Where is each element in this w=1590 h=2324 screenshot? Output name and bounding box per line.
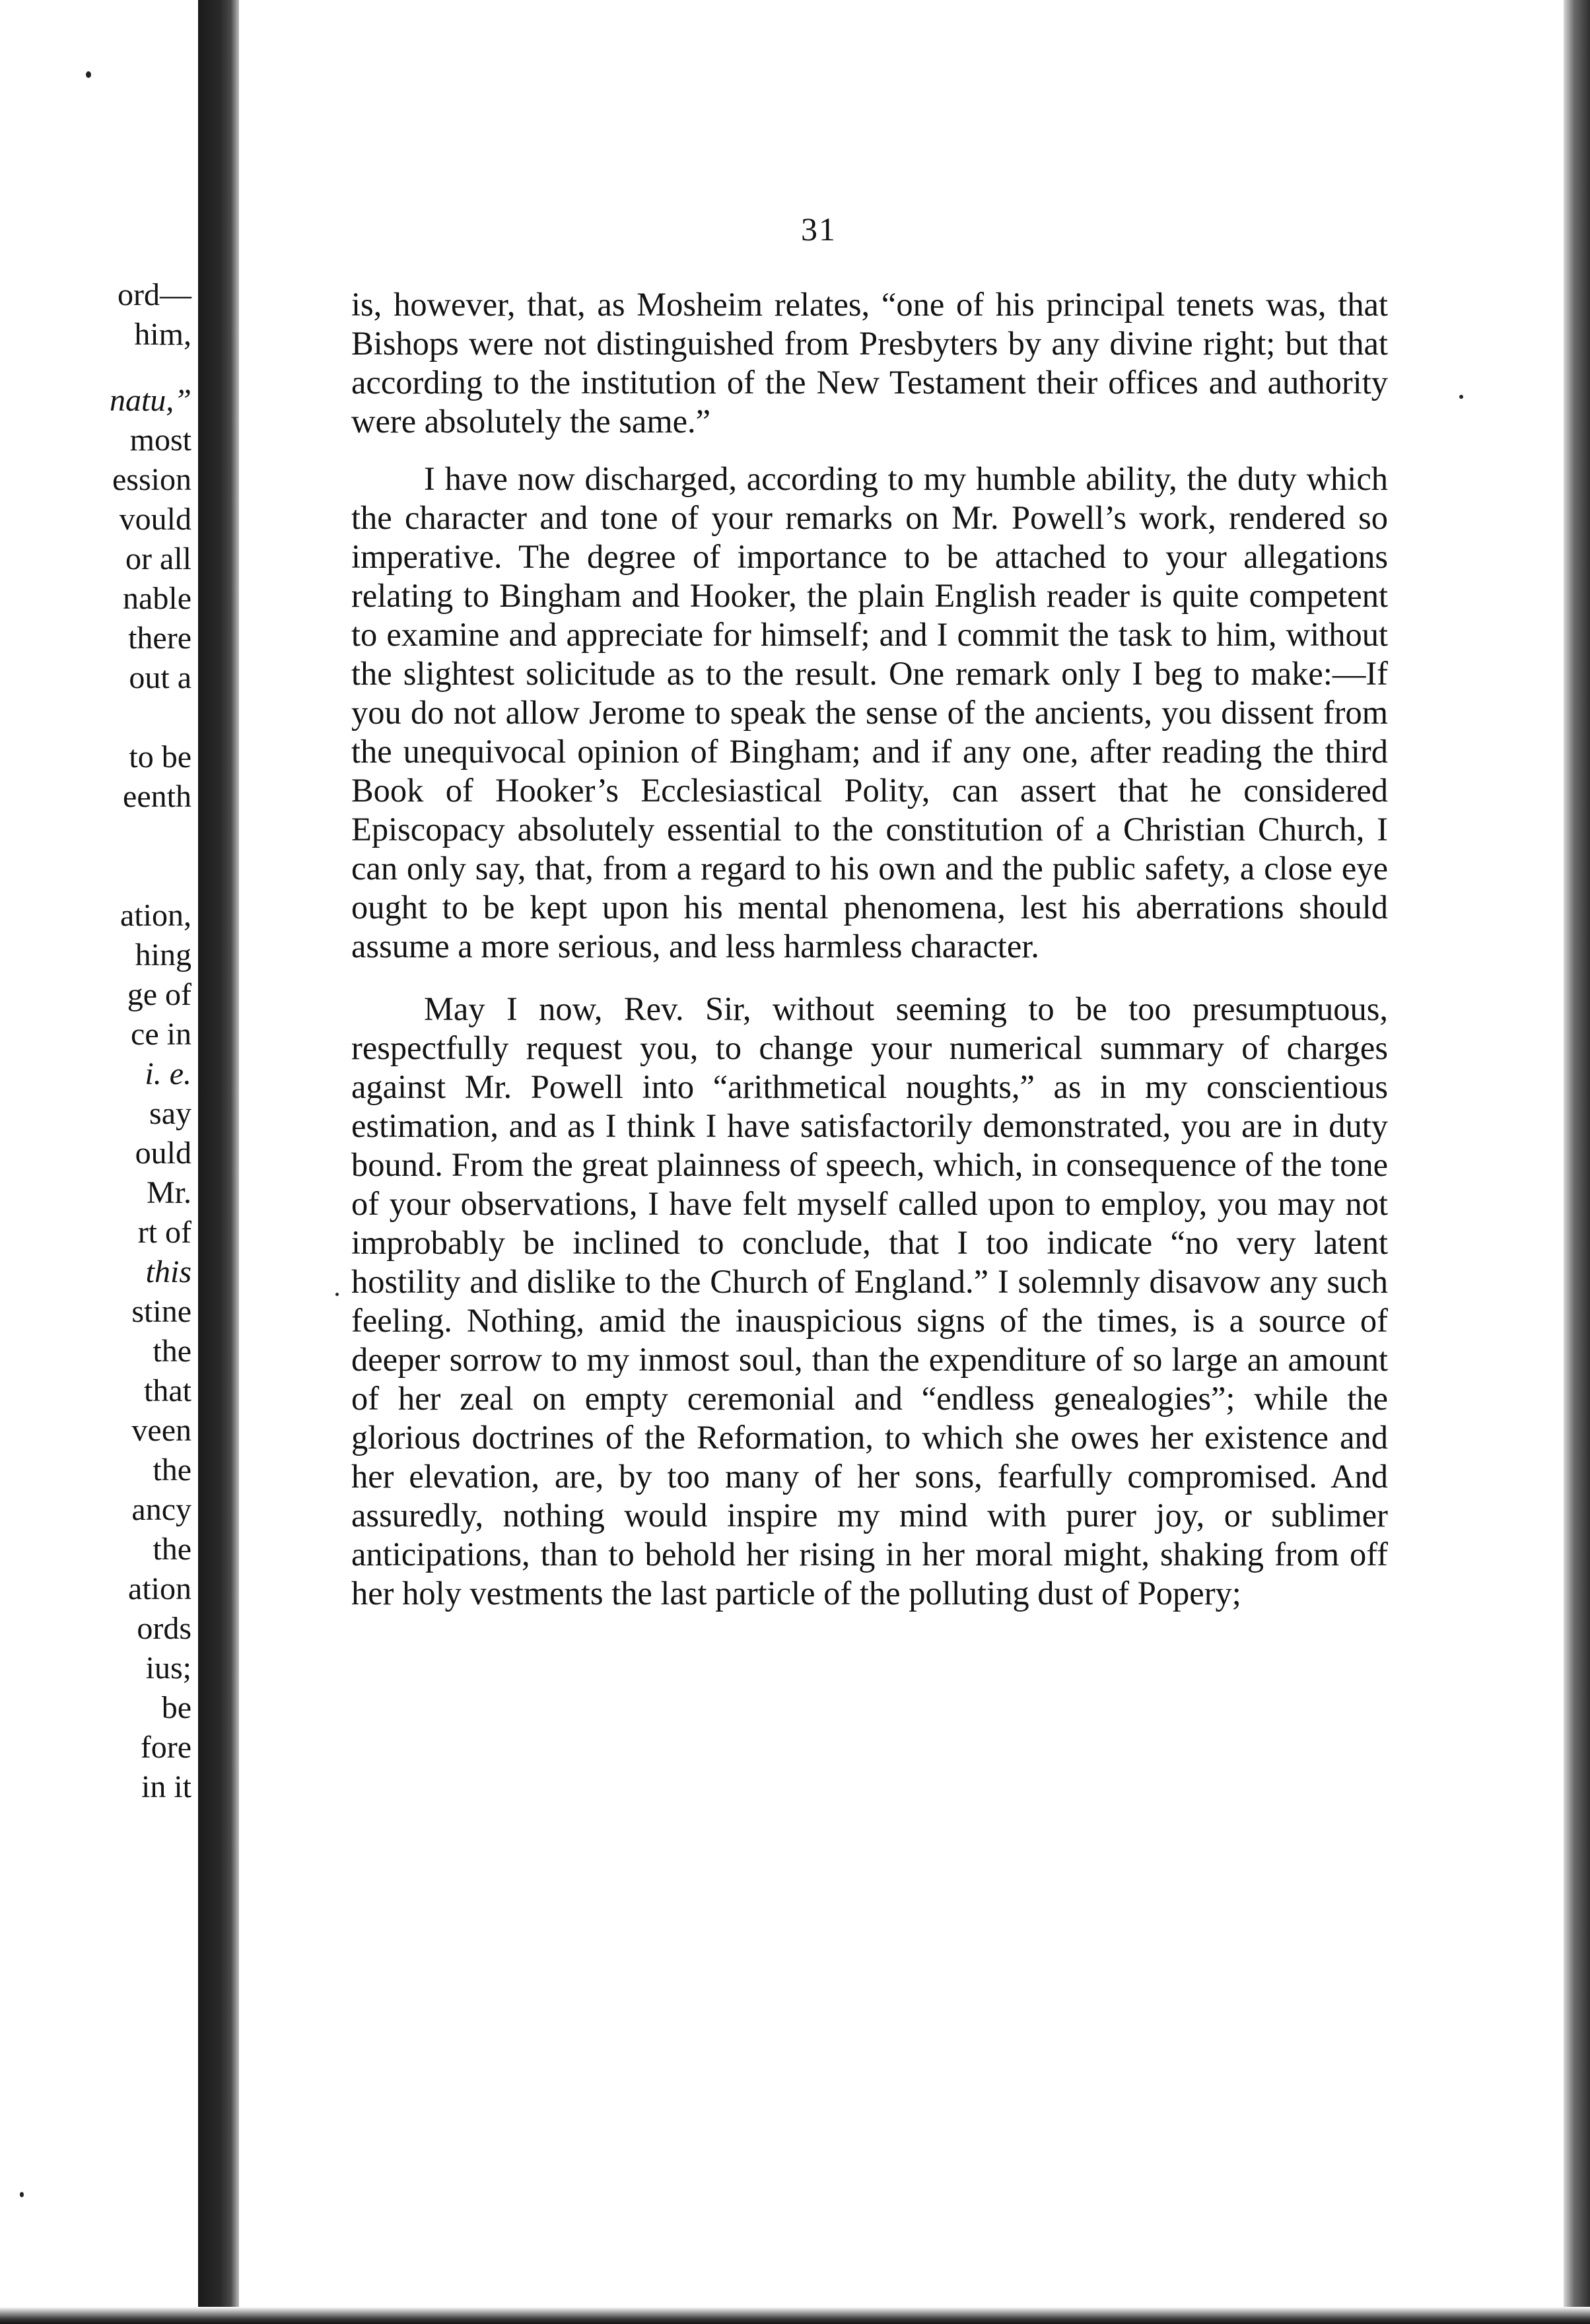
left-page-fragment: ation,	[120, 898, 191, 933]
left-page-fragment: be	[161, 1690, 191, 1725]
left-page-fragment: ce in	[131, 1017, 191, 1052]
paragraph-3: May I now, Rev. Sir, without seeming to be too presumptuous, respectfully request you, to change your numerical summary of charges against Mr. Powell into “arithmetical noughts,” as in my conscientious estimation, and as I think I have satisfactorily demonstrated, you are in duty bound. From the great plainness of speech, which, in consequence of the tone of your observations, I have felt myself called upon to employ, you may not improbably be inclined to conclude, that I too indicate “no very latent hostility and dislike to the Church of England.” I solemnly disavow any such feeling. Nothing, amid the inauspicious signs of the times, is a source of deeper sorrow to my inmost soul, than the expenditure of so large an amount of her zeal on empty ceremonial and “endless genealogies”; while the glorious doctrines of the Reformation, to which she owes her existence and her elevation, are, by too many of her sons, fearfully compromised. And assuredly, nothing would inspire my mind with purer joy, or sublimer anticipations, than to behold her rising in her moral might, shaking from off her holy vestments the last particle of the polluting dust of Popery;	[351, 990, 1388, 1612]
left-page-fragment: say	[149, 1096, 191, 1131]
ink-speck	[335, 1293, 339, 1296]
left-page-edge	[0, 0, 198, 2324]
paragraph-2: I have now discharged, according to my humble ability, the duty which the character and tone of your remarks on Mr. Powell’s work, rendered so imperative. The degree of importance to be attached to your allegations relating to Bingham and Hooker, the plain English reader is quite competent to examine and appreciate for himself; and I commit the task to him, without the slightest solicitude as to the result. One remark only I beg to make:—If you do not allow Jerome to speak the sense of the ancients, you dissent from the unequivocal opinion of Bingham; and if any one, after reading the third Book of Hooker’s Ecclesiastical Polity, can assert that he considered Episcopacy absolutely essential to the constitution of a Christian Church, I can only say, that, from a regard to his own and the public safety, a close eye ought to be kept upon his mental phenomena, lest his aberrations should assume a more serious, and less harmless character.	[351, 460, 1388, 965]
left-page-fragment: ge of	[127, 977, 191, 1012]
left-page-fragment: Mr.	[146, 1175, 191, 1210]
left-page-fragment: ession	[112, 462, 191, 497]
left-page-fragment: fore	[140, 1730, 191, 1765]
left-page-fragment: i. e.	[145, 1056, 191, 1091]
left-page-fragment: rt of	[137, 1215, 191, 1250]
left-page-fragment: natu,”	[109, 383, 191, 418]
bottom-page-edge	[0, 2307, 1590, 2324]
ink-speck	[86, 71, 91, 78]
left-page-fragment: ould	[135, 1136, 191, 1171]
left-page-fragment: there	[128, 621, 191, 656]
right-page-edge	[1564, 0, 1590, 2324]
ink-speck	[1459, 395, 1463, 399]
left-page-fragment: the	[153, 1334, 191, 1369]
book-gutter	[198, 0, 239, 2324]
left-page-fragment: ius;	[145, 1651, 191, 1686]
page-number: 31	[801, 211, 837, 248]
left-page-fragment: this	[145, 1254, 191, 1289]
left-page-fragment: in it	[141, 1769, 191, 1804]
left-page-fragment: hing	[135, 938, 191, 973]
left-page-fragment: vould	[119, 502, 191, 537]
body-text	[351, 285, 1388, 1613]
paragraph-1: is, however, that, as Mosheim relates, “one of his principal tenets was, that Bishops were not distinguished from Presbyters by any divine right; but that according to the institution of the New Testament their offices and authority were absolutely the same.”	[351, 286, 1388, 440]
left-page-fragment: that	[144, 1373, 191, 1408]
left-page-fragment: ation	[128, 1571, 191, 1606]
left-page-fragment: nable	[123, 581, 191, 616]
left-page-fragment: him,	[134, 317, 191, 352]
left-page-fragment: the	[153, 1532, 191, 1567]
left-page-fragment: ords	[137, 1611, 191, 1646]
left-page-fragment: to be	[129, 739, 191, 774]
left-page-fragment: eenth	[123, 779, 191, 814]
left-page-fragment: stine	[131, 1294, 191, 1329]
left-page-fragment: ancy	[131, 1492, 191, 1527]
left-page-fragment: the	[153, 1452, 191, 1487]
left-page-fragment: out a	[129, 660, 191, 695]
left-page-fragment: most	[129, 423, 191, 458]
left-page-fragment: veen	[131, 1413, 191, 1448]
ink-speck	[20, 2192, 24, 2197]
left-page-fragment: ord—	[118, 277, 191, 312]
left-page-fragment: or all	[125, 541, 191, 576]
